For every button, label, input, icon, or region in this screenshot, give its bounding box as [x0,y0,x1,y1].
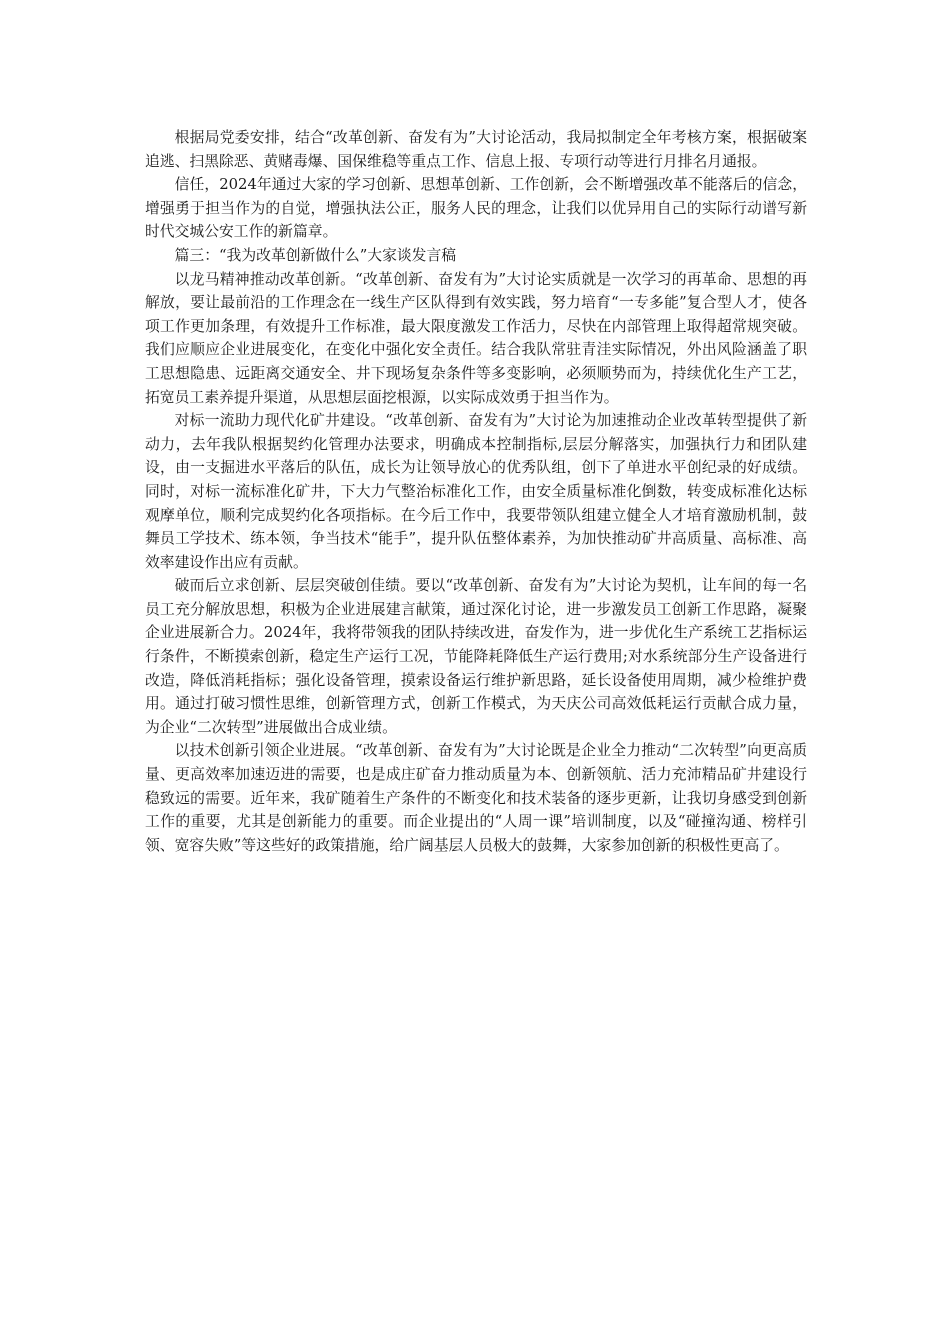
paragraph-assessment-plan: 根据局党委安排，结合“改革创新、奋发有为”大讨论活动，我局拟制定全年考核方案，根据破案追逃、扫黑除恶、黄赌毒爆、国保维稳等重点工作、信息上报、专项行动等进行月排名月通报。 [145,129,807,170]
paragraph-benchmark-first-class: 对标一流助力现代化矿井建设。“改革创新、奋发有为”大讨论为加速推动企业改革转型提供了新动力，去年我队根据契约化管理办法要求，明确成本控制指标,层层分解落实，加强执行力和团队建设，由一支掘进水平落后的队伍，成长为让领导放心的优秀队组，创下了单进水平创纪录的好成绩。同时，对标一流标准化矿井，下大力气整治标准化工作，由安全质量标准化倒数，转变成标准化达标观摩单位，顺利完成契约化各项指标。在今后工作中，我要带领队组建立健全人才培育激励机制，鼓舞员工学技术、练本领，争当技术“能手”，提升队伍整体素养，为加快推动矿井高质量、高标准、高效率建设作出应有贡献。 [145,412,807,571]
paragraph-break-through: 破而后立求创新、层层突破创佳绩。要以“改革创新、奋发有为”大讨论为契机，让车间的每一名员工充分解放思想，积极为企业进展建言献策，通过深化讨论，进一步激发员工创新工作思路，凝聚企业进展新合力。2024年，我将带领我的团队持续改进，奋发作为，进一步优化生产系统工艺指标运行条件，不断摸索创新，稳定生产运行工况，节能降耗降低生产运行费用;对水系统部分生产设备进行改造，降低消耗指标；强化设备管理，摸索设备运行维护新思路，延长设备使用周期，减少检维护费用。通过打破习惯性思维，创新管理方式，创新工作模式，为天庆公司高效低耗运行贡献合成力量，为企业“二次转型”进展做出合成业绩。 [145,577,807,736]
paragraph-confidence: 信任，2024年通过大家的学习创新、思想革创新、工作创新，会不断增强改革不能落后的信念，增强勇于担当作为的自觉，增强执法公正，服务人民的理念，让我们以优异用自己的实际行动谱写新时代交城公安工作的新篇章。 [145,176,807,241]
section-heading: 篇三：“我为改革创新做什么”大家谈发言稿 [174,246,457,264]
paragraph-dragon-horse-spirit: 以龙马精神推动改革创新。“改革创新、奋发有为”大讨论实质就是一次学习的再革命、思想的再解放，要让最前沿的工作理念在一线生产区队得到有效实践，努力培育“一专多能”复合型人才，使各项工作更加条理，有效提升工作标准，最大限度激发工作活力，尽快在内部管理上取得超常规突破。我们应顺应企业进展变化，在变化中强化安全责任。结合我队常驻青洼实际情况，外出风险涵盖了职工思想隐患、远距离交通安全、井下现场复杂条件等多变影响，必须顺势而为，持续优化生产工艺，拓宽员工素养提升渠道，从思想层面挖根源，以实际成效勇于担当作为。 [145,270,807,406]
paragraph-technical-innovation: 以技术创新引领企业进展。“改革创新、奋发有为”大讨论既是企业全力推动“二次转型”向更高质量、更高效率加速迈进的需要，也是成庄矿奋力推动质量为本、创新领航、活力充沛精品矿井建设行稳致远的需要。近年来，我矿随着生产条件的不断变化和技术装备的逐步更新，让我切身感受到创新工作的重要，尤其是创新能力的重要。而企业提出的“人周一课”培训制度，以及“碰撞沟通、榜样引领、宽容失败”等这些好的政策措施，给广阔基层人员极大的鼓舞，大家参加创新的积极性更高了。 [145,742,807,854]
document-body [145,126,807,857]
